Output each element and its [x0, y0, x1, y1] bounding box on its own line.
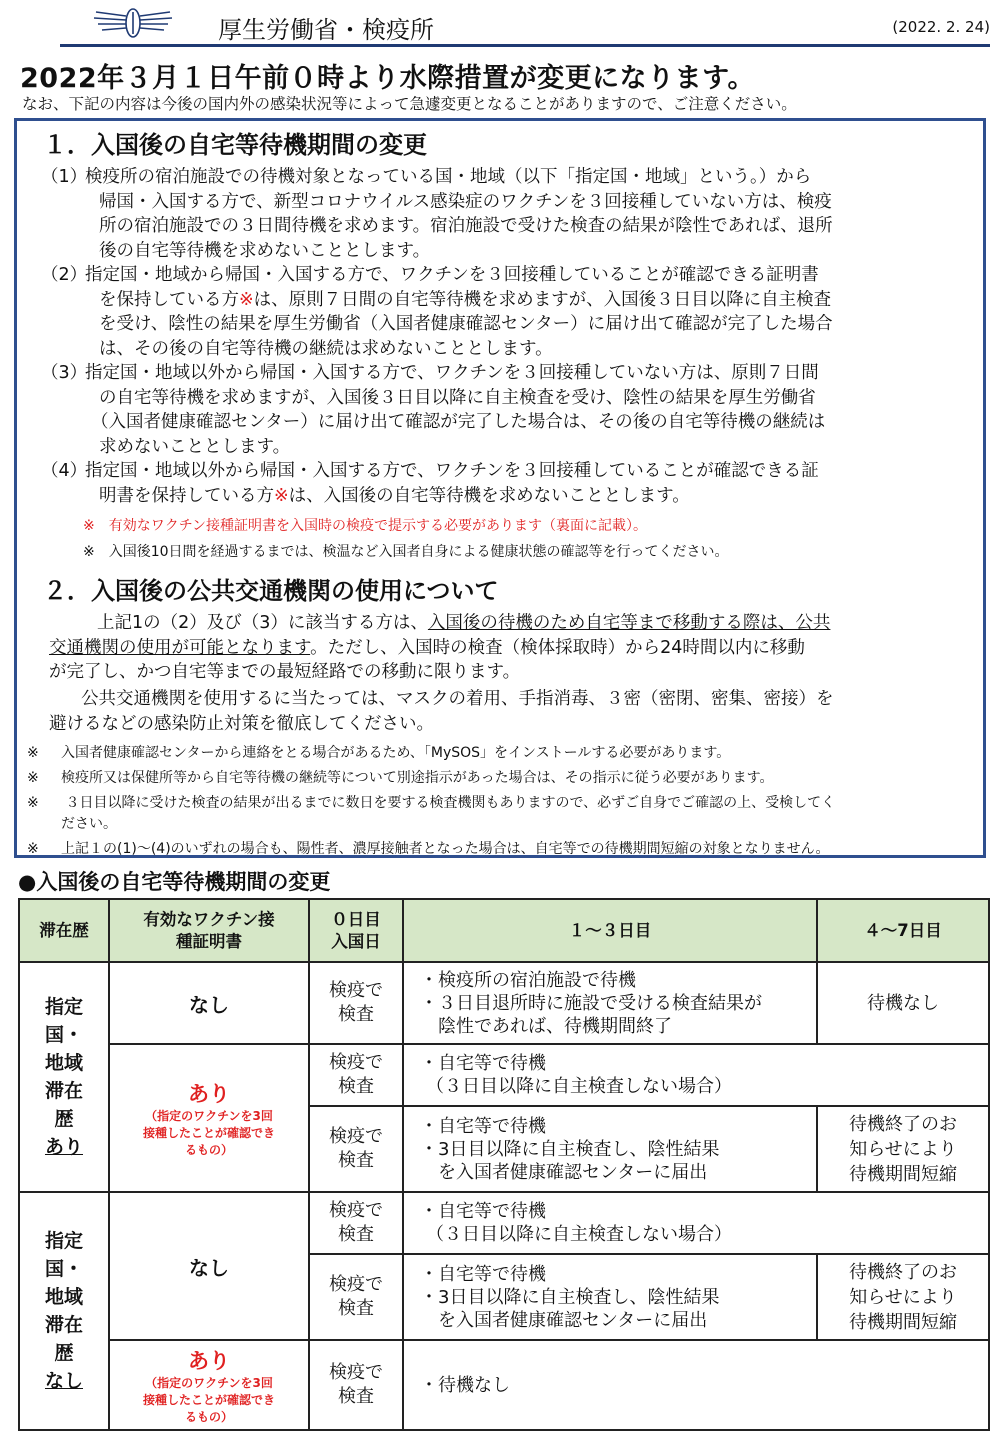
header-day1-3: １～３日目: [403, 899, 817, 962]
table-row: [19, 1340, 989, 1430]
header-date: (2022. 2. 24): [892, 18, 990, 36]
header-vaccine: 有効なワクチン接 種証明書: [109, 899, 309, 962]
note-red: ※ 有効なワクチン接種証明書を入国時の検疫で提示する必要があります（裏面に記載）。: [83, 518, 648, 534]
table-header-row: [19, 899, 989, 962]
vaccine-none: なし: [109, 962, 309, 1044]
section1-title: １．入国後の自宅等待機期間の変更: [43, 131, 427, 159]
day0-cell: 検疫で 検査: [309, 1106, 403, 1192]
vaccine-none: なし: [109, 1192, 309, 1340]
table-row: [19, 962, 989, 1044]
ministry-logo-icon: [90, 6, 176, 40]
day4-7-cell: 待機なし: [817, 962, 989, 1044]
day1-7-cell: ・待機なし: [403, 1340, 989, 1430]
day0-cell: 検疫で 検査: [309, 1340, 403, 1430]
header-day0: ０日目 入国日: [309, 899, 403, 962]
section1-item-4: （4） 指定国・地域以外から帰国・入国する方で、ワクチンを３回接種していることが確認できる証 明書を保持している方※は、入国後の自宅等待機を求めないこととします。: [41, 461, 819, 506]
header-org: 厚生労働省・検疫所: [218, 16, 434, 44]
table-row: [19, 1044, 989, 1106]
day1-3-cell: ・自宅等で待機 ・3日目以降に自主検査し、陰性結果 を入国者健康確認センターに届出: [403, 1106, 817, 1192]
stay-designated-yes: 指定 国・ 地域 滞在 歴 あり: [19, 962, 109, 1192]
section1-item-1: （1） 検疫所の宿泊施設での待機対象となっている国・地域（以下「指定国・地域」という。）から 帰国・入国する方で、新型コロナウイルス感染症のワクチンを３回接種していない方は、検疫 所の宿泊施設での３日間待機を求めます。宿泊施設で受けた検査の結果が陰性であれば、退所 後の自宅等待機を求めないこととします。: [41, 167, 833, 261]
day4-7-cell: 待機終了のお 知らせにより 待機期間短縮: [817, 1254, 989, 1340]
main-info-box: [14, 118, 986, 858]
header-day4-7: ４～7日目: [817, 899, 989, 962]
day1-3-cell: ・自宅等で待機 ・3日目以降に自主検査し、陰性結果 を入国者健康確認センターに届出: [403, 1254, 817, 1340]
day1-7-cell: ・自宅等で待機 （３日目以降に自主検査しない場合）: [403, 1192, 989, 1254]
day0-cell: 検疫で 検査: [309, 1044, 403, 1106]
day0-cell: 検疫で 検査: [309, 1254, 403, 1340]
day1-7-cell: ・自宅等で待機 （３日目以降に自主検査しない場合）: [403, 1044, 989, 1106]
section2-paragraph-2: 公共交通機関を使用するに当たっては、マスクの着用、手指消毒、３密（密閉、密集、密接）を 避けるなどの感染防止対策を徹底してください。: [49, 689, 834, 734]
day0-cell: 検疫で 検査: [309, 1192, 403, 1254]
section2-paragraph-1: 上記1の（2）及び（3）に該当する方は、入国後の待機のため自宅等まで移動する際は、公共 交通機関の使用が可能となります。ただし、入国時の検査（検体採取時）から24時間以内に移動 が完了し、かつ自宅等までの最短経路での移動に限ります。: [49, 613, 831, 683]
day4-7-cell: 待機終了のお 知らせにより 待機期間短縮: [817, 1106, 989, 1192]
page-header: [60, 6, 990, 47]
table-title: ●入国後の自宅等待機期間の変更: [18, 870, 331, 894]
footnote-instruction: ※ 検疫所又は保健所等から自宅等待機の継続等について別途指示があった場合は、その指示に従う必要があります。: [27, 770, 774, 786]
waiting-period-table: [18, 898, 990, 1431]
footnote-positive: ※ 上記１の(1)～(4)のいずれの場合も、陽性者、濃厚接触者となった場合は、自宅等での待機期間短縮の対象となりません。: [27, 841, 830, 857]
section1-item-3: （3） 指定国・地域以外から帰国・入国する方で、ワクチンを３回接種していない方は、原則７日間 の自宅等待機を求めますが、入国後３日目以降に自主検査を受け、陰性の結果を厚生労働省 （入国者健康確認センター）に届け出て確認が完了した場合は、その後の自宅等待機の継続は 求めないこととします。: [41, 363, 826, 457]
vaccine-yes: あり （指定のワクチンを3回 接種したことが確認でき るもの）: [109, 1044, 309, 1192]
footnote-mysos: ※ 入国者健康確認センターから連絡をとる場合があるため、「MySOS」をインストールする必要があります。: [27, 745, 731, 761]
header-stay: 滞在歴: [19, 899, 109, 962]
note-health-check: ※ 入国後10日間を経過するまでは、検温など入国者自身による健康状態の確認等を行ってください。: [83, 544, 729, 560]
headline: 2022年３月１日午前０時より水際措置が変更になります。: [20, 63, 755, 94]
day0-cell: 検疫で 検査: [309, 962, 403, 1044]
table-row: [19, 1192, 989, 1254]
day1-3-cell: ・検疫所の宿泊施設で待機 ・３日目退所時に施設で受ける検査結果が 陰性であれば、待機期間終了: [403, 962, 817, 1044]
stay-designated-no: 指定 国・ 地域 滞在 歴 なし: [19, 1192, 109, 1430]
section1-item-2: （2） 指定国・地域から帰国・入国する方で、ワクチンを３回接種していることが確認できる証明書 を保持している方※は、原則７日間の自宅等待機を求めますが、入国後３日目以降に自主検査 を受け、陰性の結果を厚生労働省（入国者健康確認センター）に届け出て確認が完了した場合 は、その後の自宅等待機の継続は求めないこととします。: [41, 265, 833, 359]
vaccine-yes: あり （指定のワクチンを3回 接種したことが確認でき るもの）: [109, 1340, 309, 1430]
footnote-test-result: ※ ３日目以降に受けた検査の結果が出るまでに数日を要する検査機関もありますので、必ずご自身でご確認の上、受検してく ださい。: [27, 795, 836, 832]
section2-title: ２．入国後の公共交通機関の使用について: [43, 577, 499, 605]
notice-text: なお、下記の内容は今後の国内外の感染状況等によって急遽変更となることがありますので、ご注意ください。: [22, 95, 797, 113]
